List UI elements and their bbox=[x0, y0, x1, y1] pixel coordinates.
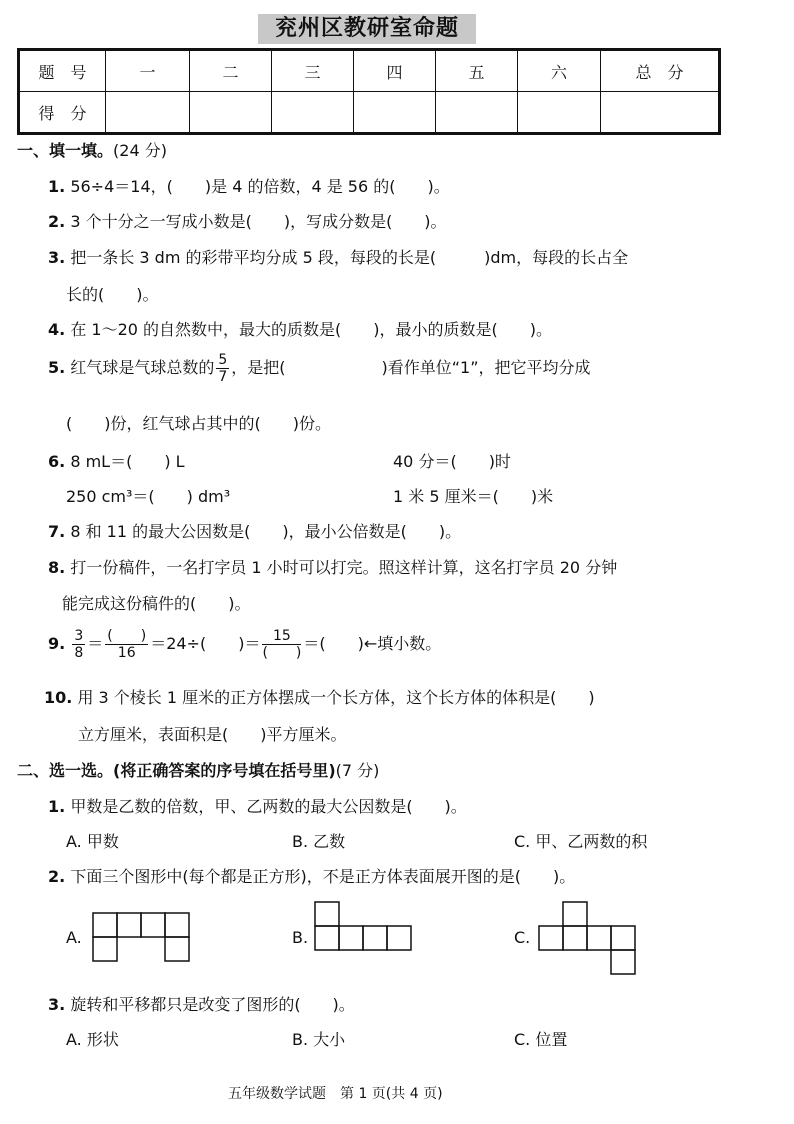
net-square bbox=[563, 926, 587, 950]
cube-net-c bbox=[538, 901, 638, 977]
score-cell[interactable] bbox=[601, 92, 720, 134]
question-1-10-line2: 立方厘米，表面积是( )平方厘米。 bbox=[78, 725, 347, 744]
option-c: C. 位置 bbox=[514, 1030, 568, 1049]
question-1-6 bbox=[48, 449, 185, 472]
question-number: 1. bbox=[48, 797, 66, 816]
cube-net-a bbox=[92, 912, 192, 964]
net-square bbox=[165, 913, 189, 937]
fraction-denominator: 8 bbox=[74, 645, 84, 661]
section1-title: 一、填一填。 bbox=[17, 141, 114, 160]
question-1-5-line2: ( )份，红气球占其中的( )份。 bbox=[66, 414, 331, 433]
net-square bbox=[141, 913, 165, 937]
question-text: 打一份稿件，一名打字员 1 小时可以打完。照这样计算，这名打字员 20 分钟 bbox=[70, 558, 618, 577]
question-text: ＝( )←填小数。 bbox=[303, 634, 442, 653]
question-6c: 250 cm³＝( ) dm³ bbox=[66, 487, 231, 506]
question-1-8-line2: 能完成这份稿件的( )。 bbox=[62, 594, 251, 613]
net-square bbox=[587, 926, 611, 950]
fraction-denominator: 7 bbox=[218, 369, 228, 385]
question-number: 1. bbox=[48, 177, 66, 196]
question-text: 下面三个图形中(每个都是正方形)，不是正方体表面展开图的是( )。 bbox=[70, 867, 576, 886]
question-number: 2. bbox=[48, 212, 66, 231]
score-cell[interactable] bbox=[354, 92, 436, 134]
question-2-3 bbox=[48, 992, 355, 1015]
question-number: 4. bbox=[48, 320, 66, 339]
net-square bbox=[165, 937, 189, 961]
question-1-5 bbox=[48, 352, 591, 385]
score-header-label: 题 号 bbox=[19, 50, 106, 92]
net-square bbox=[339, 926, 363, 950]
net-square bbox=[563, 902, 587, 926]
net-square bbox=[315, 926, 339, 950]
cube-net-b bbox=[314, 901, 414, 953]
question-text: 在 1～20 的自然数中，最大的质数是( )，最小的质数是( )。 bbox=[70, 320, 552, 339]
question-number: 10. bbox=[44, 688, 73, 707]
question-1-3-line2: 长的( )。 bbox=[66, 285, 159, 304]
net-square bbox=[539, 926, 563, 950]
question-text: 56÷4＝14，( )是 4 的倍数，4 是 56 的( )。 bbox=[70, 177, 450, 196]
score-cell[interactable] bbox=[272, 92, 354, 134]
net-square bbox=[93, 913, 117, 937]
score-cell[interactable] bbox=[518, 92, 601, 134]
net-square bbox=[117, 913, 141, 937]
option-b: B. 大小 bbox=[292, 1030, 346, 1049]
option-a-label: A. bbox=[66, 928, 82, 947]
score-cell[interactable] bbox=[436, 92, 518, 134]
option-a: A. 甲数 bbox=[66, 832, 119, 851]
fraction-15-blank bbox=[262, 628, 301, 661]
option-b: B. 乙数 bbox=[292, 832, 346, 851]
score-header-3: 三 bbox=[272, 50, 354, 92]
section2-title: 二、选一选。(将正确答案的序号填在括号里) bbox=[17, 761, 336, 780]
question-number: 2. bbox=[48, 867, 66, 886]
score-table-score-row bbox=[19, 92, 720, 134]
question-text: 3 个十分之一写成小数是( )，写成分数是( )。 bbox=[70, 212, 447, 231]
question-number: 3. bbox=[48, 248, 66, 267]
fraction-numerator: ( ) bbox=[107, 628, 147, 644]
fraction-3-8 bbox=[72, 628, 85, 661]
score-header-2: 二 bbox=[190, 50, 272, 92]
question-number: 3. bbox=[48, 995, 66, 1014]
score-row-label: 得 分 bbox=[19, 92, 106, 134]
question-number: 7. bbox=[48, 522, 66, 541]
option-c: C. 甲、乙两数的积 bbox=[514, 832, 648, 851]
fraction-denominator: 16 bbox=[117, 645, 136, 661]
question-text: 红气球是气球总数的 bbox=[70, 358, 215, 377]
page-title: 兖州区教研室命题 bbox=[258, 14, 476, 44]
question-text: ＝24÷( )＝ bbox=[150, 634, 261, 653]
score-cell[interactable] bbox=[106, 92, 190, 134]
question-1-3 bbox=[48, 245, 628, 268]
net-square bbox=[363, 926, 387, 950]
question-1-7 bbox=[48, 519, 461, 542]
net-square bbox=[387, 926, 411, 950]
question-number: 9. bbox=[48, 634, 66, 653]
score-header-total: 总 分 bbox=[601, 50, 720, 92]
question-text: 把一条长 3 dm 的彩带平均分成 5 段，每段的长是( )dm，每段的长占全 bbox=[70, 248, 629, 267]
option-b-label: B. bbox=[292, 928, 309, 947]
score-cell[interactable] bbox=[190, 92, 272, 134]
question-text: 甲数是乙数的倍数，甲、乙两数的最大公因数是( )。 bbox=[70, 797, 467, 816]
option-c-label: C. bbox=[514, 928, 531, 947]
net-square bbox=[611, 950, 635, 974]
question-1-8 bbox=[48, 555, 617, 578]
question-text: 8 和 11 的最大公因数是( )，最小公倍数是( )。 bbox=[70, 522, 462, 541]
question-text: 用 3 个棱长 1 厘米的正方体摆成一个长方体，这个长方体的体积是( ) bbox=[77, 688, 595, 707]
option-a: A. 形状 bbox=[66, 1030, 119, 1049]
net-square bbox=[611, 926, 635, 950]
question-1-9 bbox=[48, 628, 441, 661]
score-header-1: 一 bbox=[106, 50, 190, 92]
question-1-2 bbox=[48, 209, 447, 232]
fraction-numerator: 3 bbox=[74, 628, 84, 644]
question-6b: 40 分＝( )时 bbox=[393, 452, 511, 471]
question-2-2 bbox=[48, 864, 575, 887]
question-6a: 8 mL＝( ) L bbox=[70, 452, 185, 471]
score-table-header-row bbox=[19, 50, 720, 92]
question-2-1 bbox=[48, 794, 467, 817]
section2-points: (7 分) bbox=[335, 761, 380, 780]
question-1-1 bbox=[48, 174, 450, 197]
fraction-denominator: ( ) bbox=[262, 645, 302, 661]
section2-heading bbox=[17, 758, 379, 781]
score-header-6: 六 bbox=[518, 50, 601, 92]
question-6d: 1 米 5 厘米＝( )米 bbox=[393, 487, 554, 506]
net-square bbox=[93, 937, 117, 961]
fraction-numerator: 15 bbox=[262, 628, 301, 645]
score-header-5: 五 bbox=[436, 50, 518, 92]
page-footer: 五年级数学试题 第 1 页(共 4 页) bbox=[228, 1086, 443, 1102]
question-1-4 bbox=[48, 317, 552, 340]
section1-heading bbox=[17, 138, 167, 161]
question-number: 5. bbox=[48, 358, 66, 377]
net-square bbox=[315, 902, 339, 926]
score-table bbox=[17, 48, 721, 135]
question-number: 6. bbox=[48, 452, 66, 471]
section1-points: (24 分) bbox=[113, 141, 167, 160]
question-1-10 bbox=[44, 685, 595, 708]
question-number: 8. bbox=[48, 558, 66, 577]
fraction-5-7 bbox=[216, 352, 229, 385]
question-text: ，是把( )看作单位“1”，把它平均分成 bbox=[231, 358, 591, 377]
equals-sign: ＝ bbox=[87, 634, 104, 653]
fraction-blank-16 bbox=[105, 628, 148, 661]
question-text: 旋转和平移都只是改变了图形的( )。 bbox=[70, 995, 355, 1014]
fraction-numerator: 5 bbox=[218, 352, 228, 368]
score-header-4: 四 bbox=[354, 50, 436, 92]
